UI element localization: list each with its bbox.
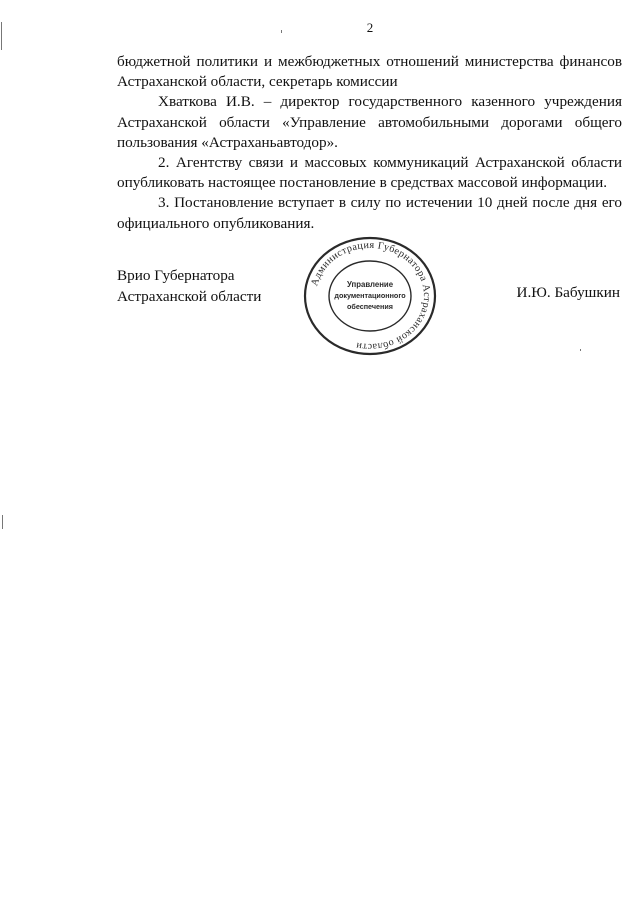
seal-center-line-2: документационного: [334, 291, 406, 300]
paragraph-khvatkova: Хваткова И.В. – директор государственного казенного учреждения Астраханской области «Управление автомобильными дорогами общего пользования «Астраханьавтодор».: [117, 93, 622, 151]
document-body: [117, 52, 622, 234]
scan-artifact-top-dot: [281, 30, 282, 33]
page-number: 2: [366, 20, 374, 35]
scan-artifact-left-top: [1, 22, 2, 50]
signature-role-line-2: Астраханской области: [117, 287, 262, 305]
signature-role: [117, 266, 261, 307]
signatory-name: И.Ю. Бабушкин: [516, 284, 620, 301]
paragraph-commission-secretary: бюджетной политики и межбюджетных отношений министерства финансов Астраханской области, секретарь комиссии: [117, 53, 622, 91]
official-seal: [302, 235, 438, 357]
paragraph-item-3: 3. Постановление вступает в силу по истечении 10 дней после дня его официального опубликования.: [117, 194, 622, 232]
paragraph-item-2: 2. Агентству связи и массовых коммуникаций Астраханской области опубликовать настоящее постановление в средствах массовой информации.: [117, 154, 622, 192]
signature-role-line-1: Врио Губернатора: [117, 267, 235, 284]
scan-artifact-right-dot: [580, 349, 581, 351]
scan-artifact-left-middle: [2, 515, 3, 529]
seal-center-line-1: Управление: [346, 280, 394, 289]
seal-center-line-3: обеспечения: [346, 302, 394, 311]
seal-ring-text: Администрация Губернатора Астраханской области: [309, 239, 433, 353]
